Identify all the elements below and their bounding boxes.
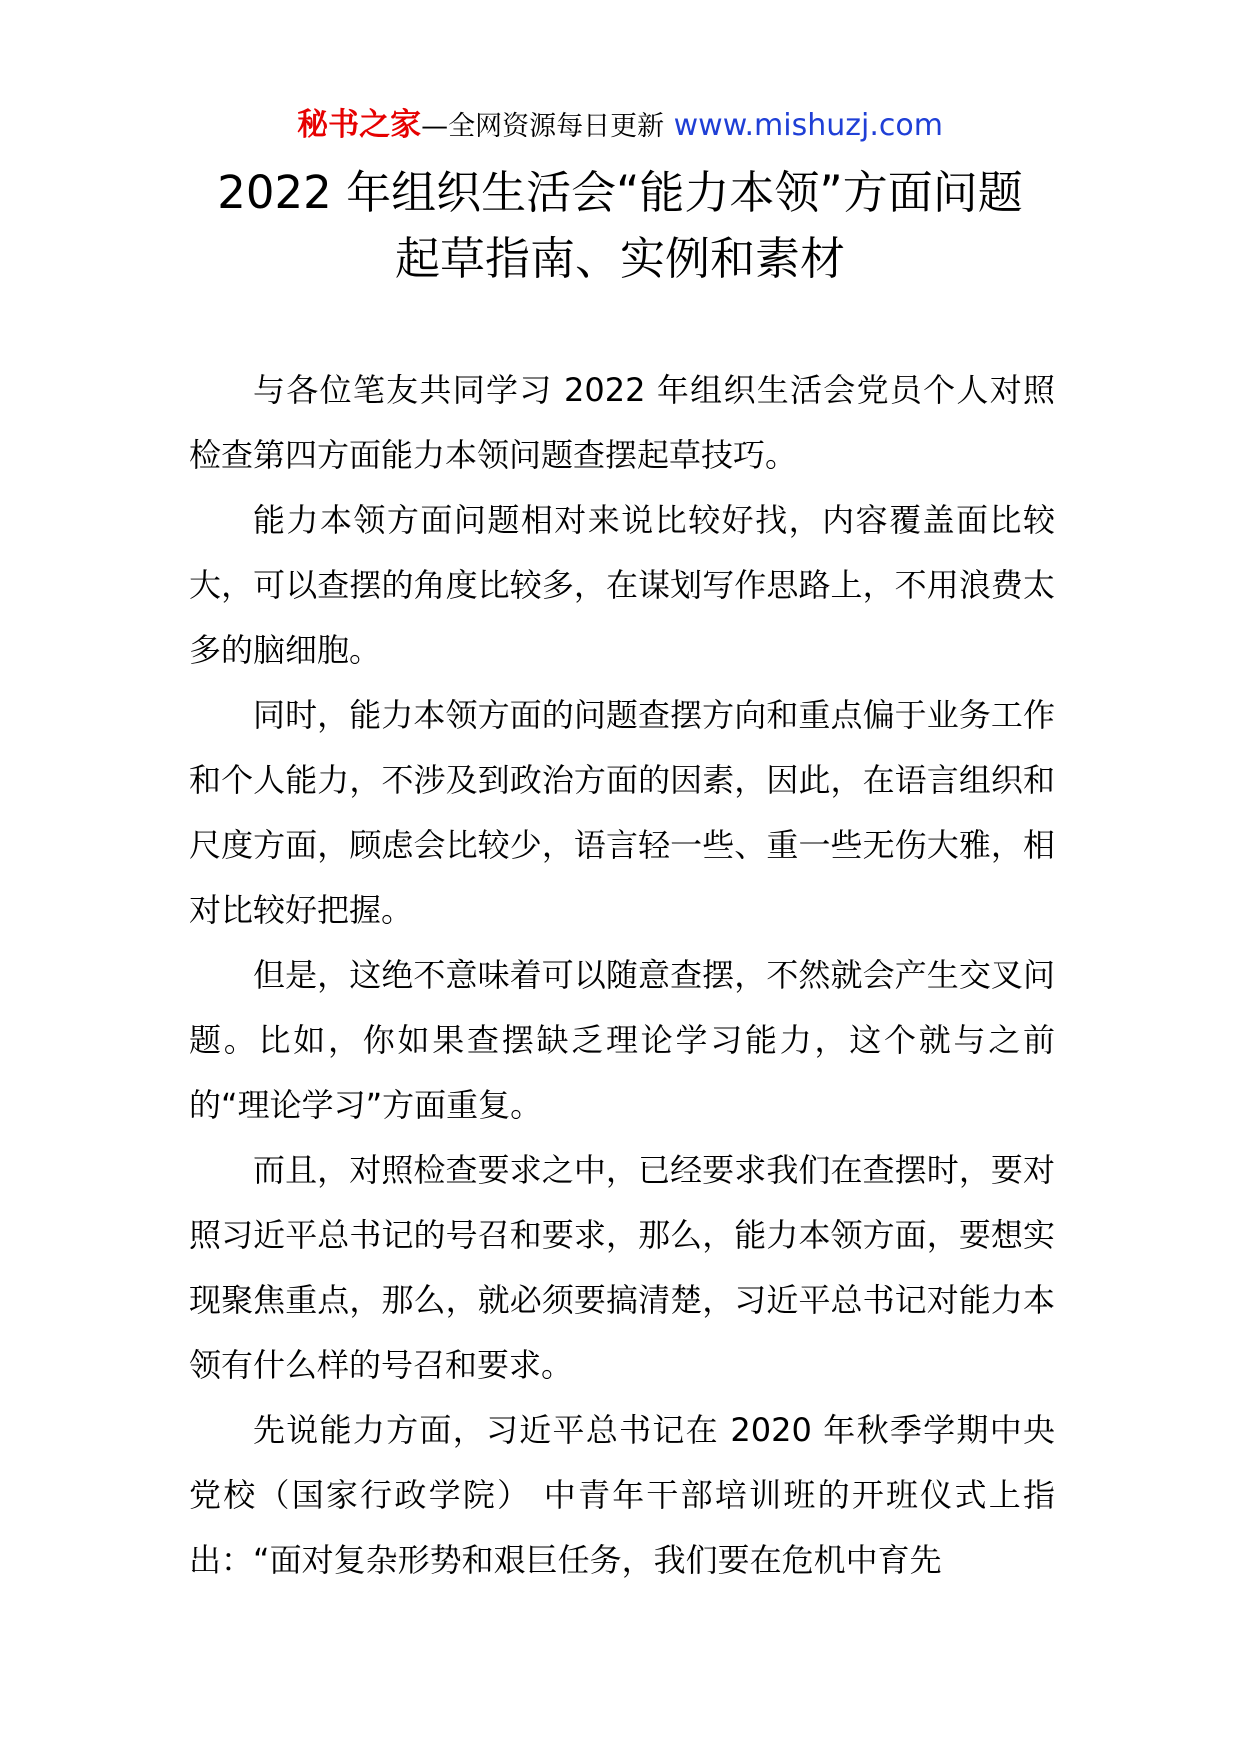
header-slogan: —全网资源每日更新 [421,111,665,142]
site-url-link[interactable]: www.mishuzj.com [673,108,943,143]
title-line-2: 起草指南、实例和素材 [394,232,845,285]
document-body [189,358,1055,1593]
paragraph-4: 但是，这绝不意味着可以随意查摆，不然就会产生交叉问题。比如，你如果查摆缺乏理论学习能力，这个就与之前的“理论学习”方面重复。 [189,956,1055,1124]
paragraph-2: 能力本领方面问题相对来说比较好找，内容覆盖面比较大，可以查摆的角度比较多，在谋划写作思路上，不用浪费太多的脑细胞。 [189,501,1055,669]
paragraph-1: 与各位笔友共同学习 2022 年组织生活会党员个人对照检查第四方面能力本领问题查摆起草技巧。 [189,371,1055,474]
document-title [0,160,1240,292]
brand-name: 秘书之家 [297,107,422,143]
site-header [0,100,1240,152]
paragraph-3: 同时，能力本领方面的问题查摆方向和重点偏于业务工作和个人能力，不涉及到政治方面的因素，因此，在语言组织和尺度方面，顾虑会比较少，语言轻一些、重一些无伤大雅，相对比较好把握。 [189,696,1055,929]
paragraph-5: 而且，对照检查要求之中，已经要求我们在查摆时，要对照习近平总书记的号召和要求，那么，能力本领方面，要想实现聚焦重点，那么，就必须要搞清楚，习近平总书记对能力本领有什么样的号召和要求。 [189,1151,1055,1384]
paragraph-6: 先说能力方面，习近平总书记在 2020 年秋季学期中央党校（国家行政学院） 中青年干部培训班的开班仪式上指出：“面对复杂形势和艰巨任务，我们要在危机中育先 [189,1411,1055,1579]
title-line-1: 2022 年组织生活会“能力本领”方面问题 [217,166,1023,219]
